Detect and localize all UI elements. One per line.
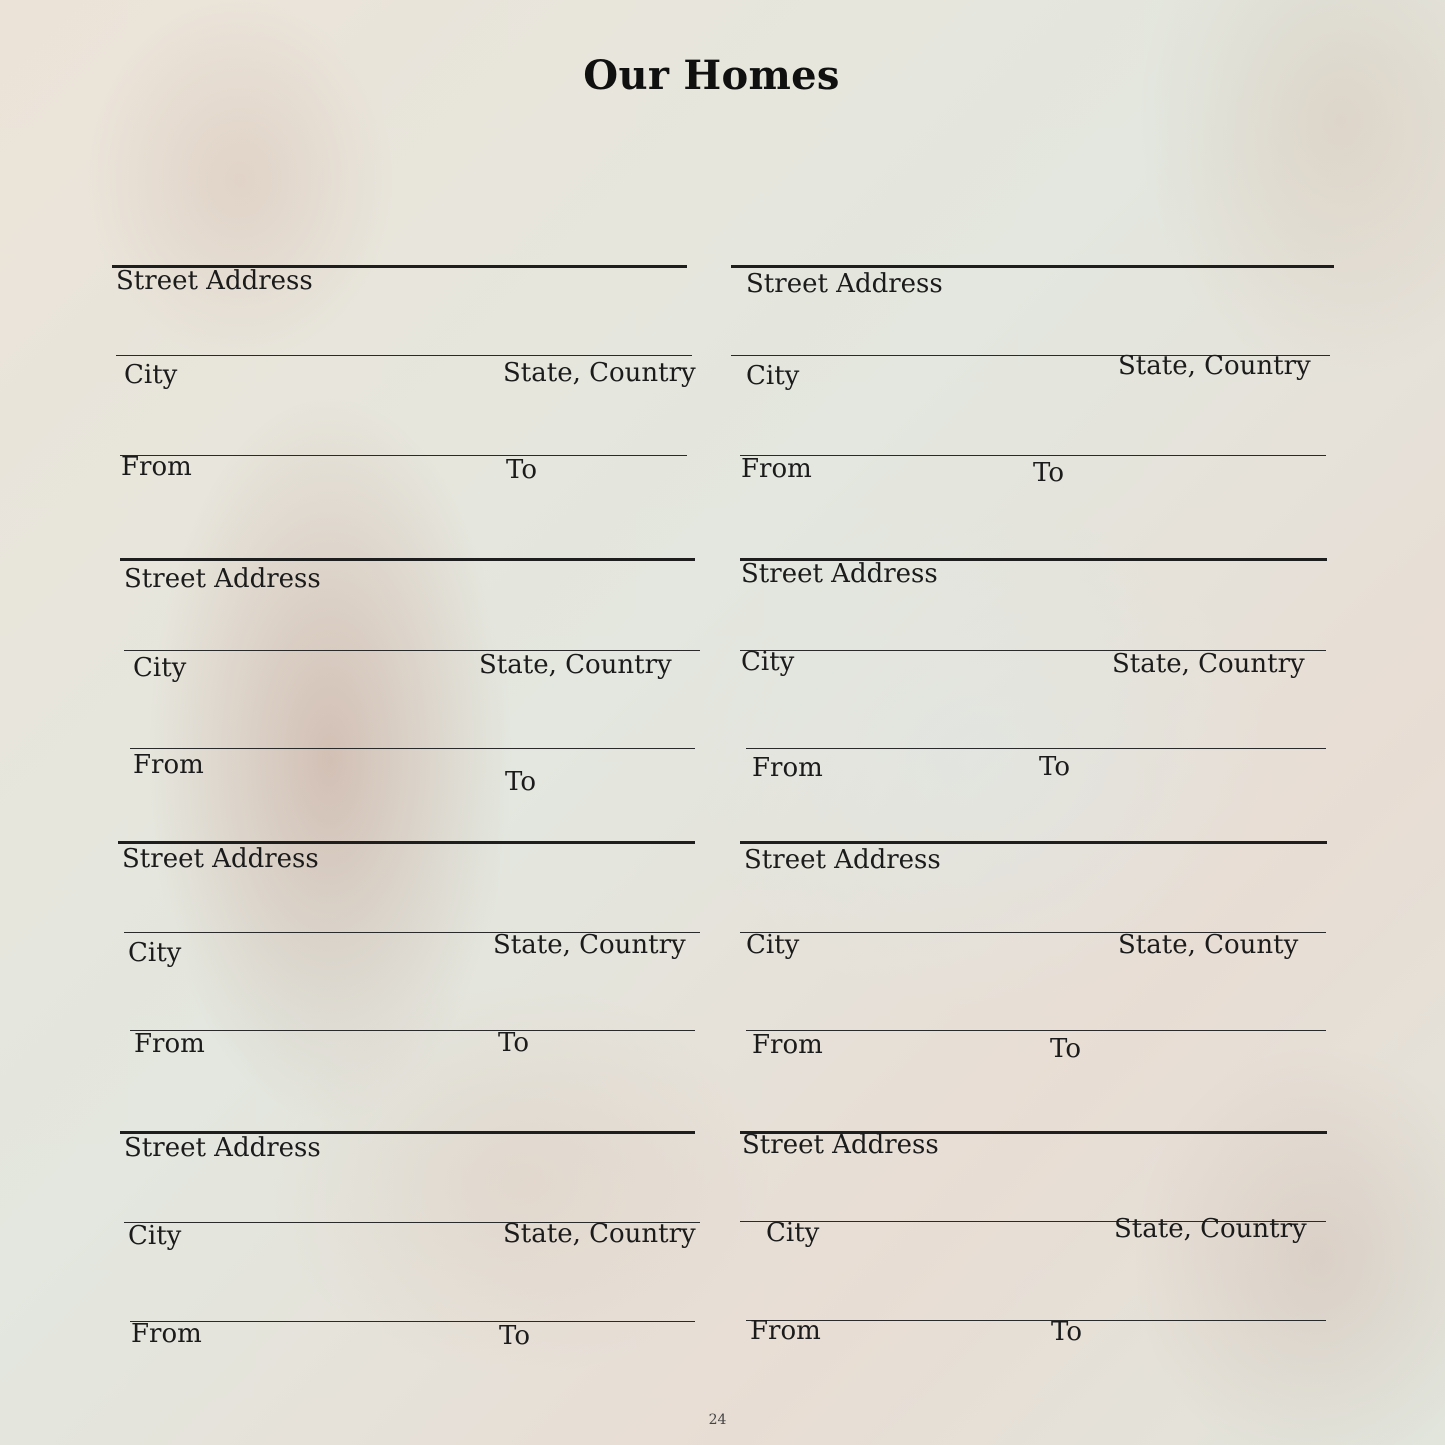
- street-address-line[interactable]: [740, 841, 1327, 844]
- from-to-line[interactable]: [130, 1030, 695, 1031]
- from-to-line[interactable]: [746, 1030, 1326, 1031]
- from-label: From: [752, 1030, 823, 1060]
- from-label: From: [134, 1029, 205, 1059]
- to-label: To: [1051, 1317, 1082, 1347]
- from-to-line[interactable]: [130, 1321, 695, 1322]
- from-label: From: [131, 1319, 202, 1349]
- state-country-label: State, Country: [1114, 1214, 1307, 1244]
- from-to-line[interactable]: [120, 455, 687, 456]
- from-label: From: [741, 454, 812, 484]
- page-number: 24: [708, 1412, 727, 1428]
- city-label: City: [128, 1221, 182, 1251]
- to-label: To: [499, 1321, 530, 1351]
- state-country-label: State, Country: [493, 930, 686, 960]
- street-address-label: Street Address: [124, 564, 321, 594]
- state-country-label: State, Country: [503, 358, 696, 388]
- state-country-label: State, Country: [1112, 649, 1305, 679]
- to-label: To: [506, 455, 537, 485]
- street-address-line[interactable]: [120, 558, 695, 561]
- from-to-line[interactable]: [746, 1320, 1326, 1321]
- to-label: To: [498, 1028, 529, 1058]
- street-address-label: Street Address: [116, 266, 313, 296]
- street-address-label: Street Address: [742, 1130, 939, 1160]
- street-address-label: Street Address: [122, 844, 319, 874]
- state-country-label: State, Country: [503, 1219, 696, 1249]
- from-to-line[interactable]: [746, 748, 1326, 749]
- state-country-label: State, Country: [1118, 351, 1311, 381]
- city-label: City: [766, 1218, 820, 1248]
- to-label: To: [1033, 458, 1064, 488]
- street-address-label: Street Address: [124, 1133, 321, 1163]
- from-label: From: [752, 753, 823, 783]
- city-label: City: [128, 938, 182, 968]
- from-label: From: [121, 452, 192, 482]
- state-country-label: State, Country: [479, 650, 672, 680]
- from-to-line[interactable]: [130, 748, 695, 749]
- city-label: City: [746, 361, 800, 391]
- from-label: From: [133, 750, 204, 780]
- city-label: City: [133, 653, 187, 683]
- city-label: City: [746, 930, 800, 960]
- state-country-label: State, County: [1118, 930, 1299, 960]
- from-label: From: [750, 1316, 821, 1346]
- to-label: To: [505, 767, 536, 797]
- street-address-label: Street Address: [741, 559, 938, 589]
- street-address-line[interactable]: [731, 265, 1334, 268]
- page-title: Our Homes: [583, 52, 840, 99]
- city-label: City: [124, 360, 178, 390]
- from-to-line[interactable]: [740, 455, 1326, 456]
- city-line[interactable]: [116, 355, 692, 356]
- to-label: To: [1050, 1034, 1081, 1064]
- to-label: To: [1039, 752, 1070, 782]
- street-address-label: Street Address: [746, 269, 943, 299]
- street-address-label: Street Address: [744, 845, 941, 875]
- city-label: City: [741, 647, 795, 677]
